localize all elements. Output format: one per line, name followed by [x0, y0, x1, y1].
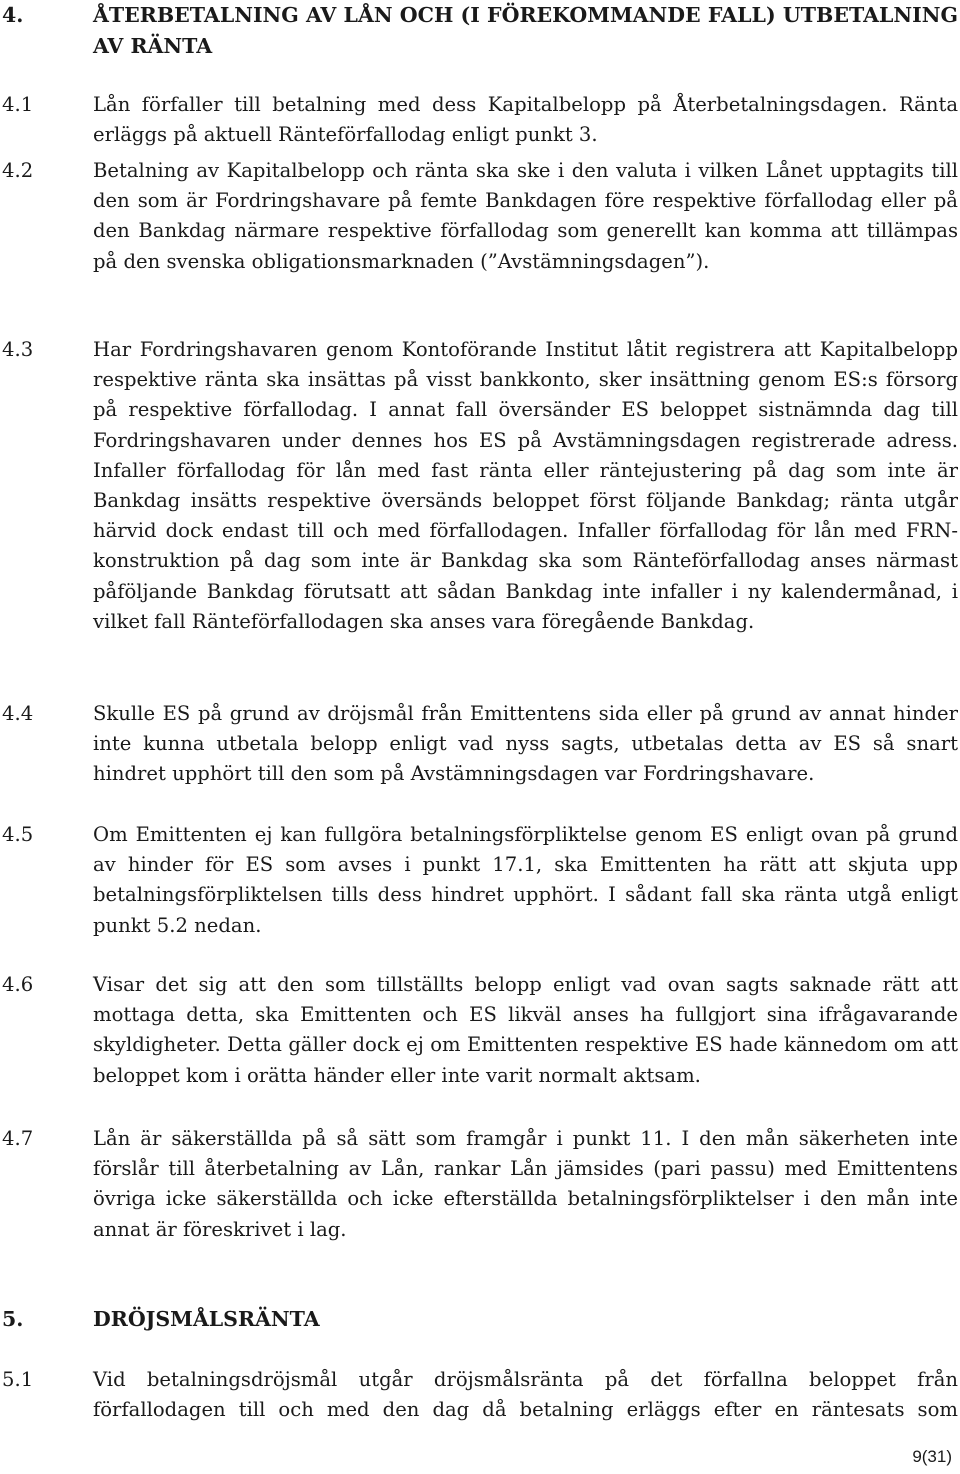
paragraph-text: Skulle ES på grund av dröjsmål från Emittentens sida eller på grund av annat hinder inte kunna utbetala belopp enligt vad nyss sagts, utbetalas detta av ES så snart hindret upphört till den som på Avstämningsdagen var Fordringshavare.	[93, 702, 958, 786]
section-title: DRÖJSMÅLSRÄNTA	[93, 1307, 320, 1331]
paragraph-number: 4.2	[2, 159, 34, 182]
paragraph-number: 4.7	[2, 1127, 34, 1150]
paragraph-text: Betalning av Kapitalbelopp och ränta ska ske i den valuta i vilken Lånet upptagits till den som är Fordringshavare på femte Bankdagen före respektive förfallodag eller på den Bankdag närmare respektive förfallodag som generellt kan komma att tillämpas på den svenska obligationsmarknaden (”Avstämningsdagen”).	[93, 159, 958, 273]
paragraph-text: Har Fordringshavaren genom Kontoförande Institut låtit registrera att Kapitalbelopp respektive ränta ska insättas på visst bankkonto, sker insättning genom ES:s försorg på respektive förfallodag. I annat fall översänder ES beloppet sistnämnda dag till Fordringshavaren under dennes hos ES på Avstämningsdagen registrerade adress. Infaller förfallodag för lån med fast ränta eller räntejustering på dag som inte är Bankdag insätts respektive översänds beloppet först följande Bankdag; ränta utgår härvid dock endast till och med förfallodagen. Infaller förfallodag för lån med FRN-konstruktion på dag som inte är Bankdag ska som Ränteförfallodag anses närmast påföljande Bankdag förutsatt att sådan Bankdag inte infaller i ny kalendermånad, i vilket fall Ränteförfallodagen ska anses vara föregående Bankdag.	[93, 338, 958, 633]
section-number: 5.	[2, 1307, 24, 1331]
paragraph-text: Om Emittenten ej kan fullgöra betalningsförpliktelse genom ES enligt ovan på grund av hinder för ES som avses i punkt 17.1, ska Emittenten ha rätt att skjuta upp betalningsförpliktelsen tills dess hindret upphört. I sådant fall ska ränta utgå enligt punkt 5.2 nedan.	[93, 823, 958, 937]
paragraph-number: 4.6	[2, 973, 34, 996]
page-number: 9(31)	[912, 1447, 952, 1466]
paragraph-text: Lån är säkerställda på så sätt som framgår i punkt 11. I den mån säkerheten inte förslår till återbetalning av Lån, rankar Lån jämsides (pari passu) med Emittentens övriga icke säkerställda och icke efterställda betalningsförpliktelser i den mån inte annat är föreskrivet i lag.	[93, 1127, 958, 1241]
section-title: ÅTERBETALNING AV LÅN OCH (I FÖREKOMMANDE FALL) UTBETALNING AV RÄNTA	[93, 3, 958, 58]
section-number: 4.	[2, 3, 24, 27]
paragraph-text: Lån förfaller till betalning med dess Kapitalbelopp på Återbetalningsdagen. Ränta erläggs på aktuell Ränteförfallodag enligt punkt 3.	[93, 93, 958, 147]
paragraph-number: 4.1	[2, 93, 34, 116]
paragraph-number: 4.4	[2, 702, 34, 725]
paragraph-text: Vid betalningsdröjsmål utgår dröjsmålsränta på det förfallna beloppet från förfallodagen till och med den dag då betalning erläggs efter en räntesats som	[93, 1368, 958, 1422]
paragraph-number: 5.1	[2, 1368, 34, 1391]
paragraph-number: 4.5	[2, 823, 34, 846]
paragraph-text: Visar det sig att den som tillställts belopp enligt vad ovan sagts saknade rätt att mottaga detta, ska Emittenten och ES likväl anses ha fullgjort sina ifrågavarande skyldigheter. Detta gäller dock ej om Emittenten respektive ES hade kännedom om att beloppet kom i orätta händer eller inte varit normalt aktsam.	[93, 973, 958, 1087]
paragraph-number: 4.3	[2, 338, 34, 361]
